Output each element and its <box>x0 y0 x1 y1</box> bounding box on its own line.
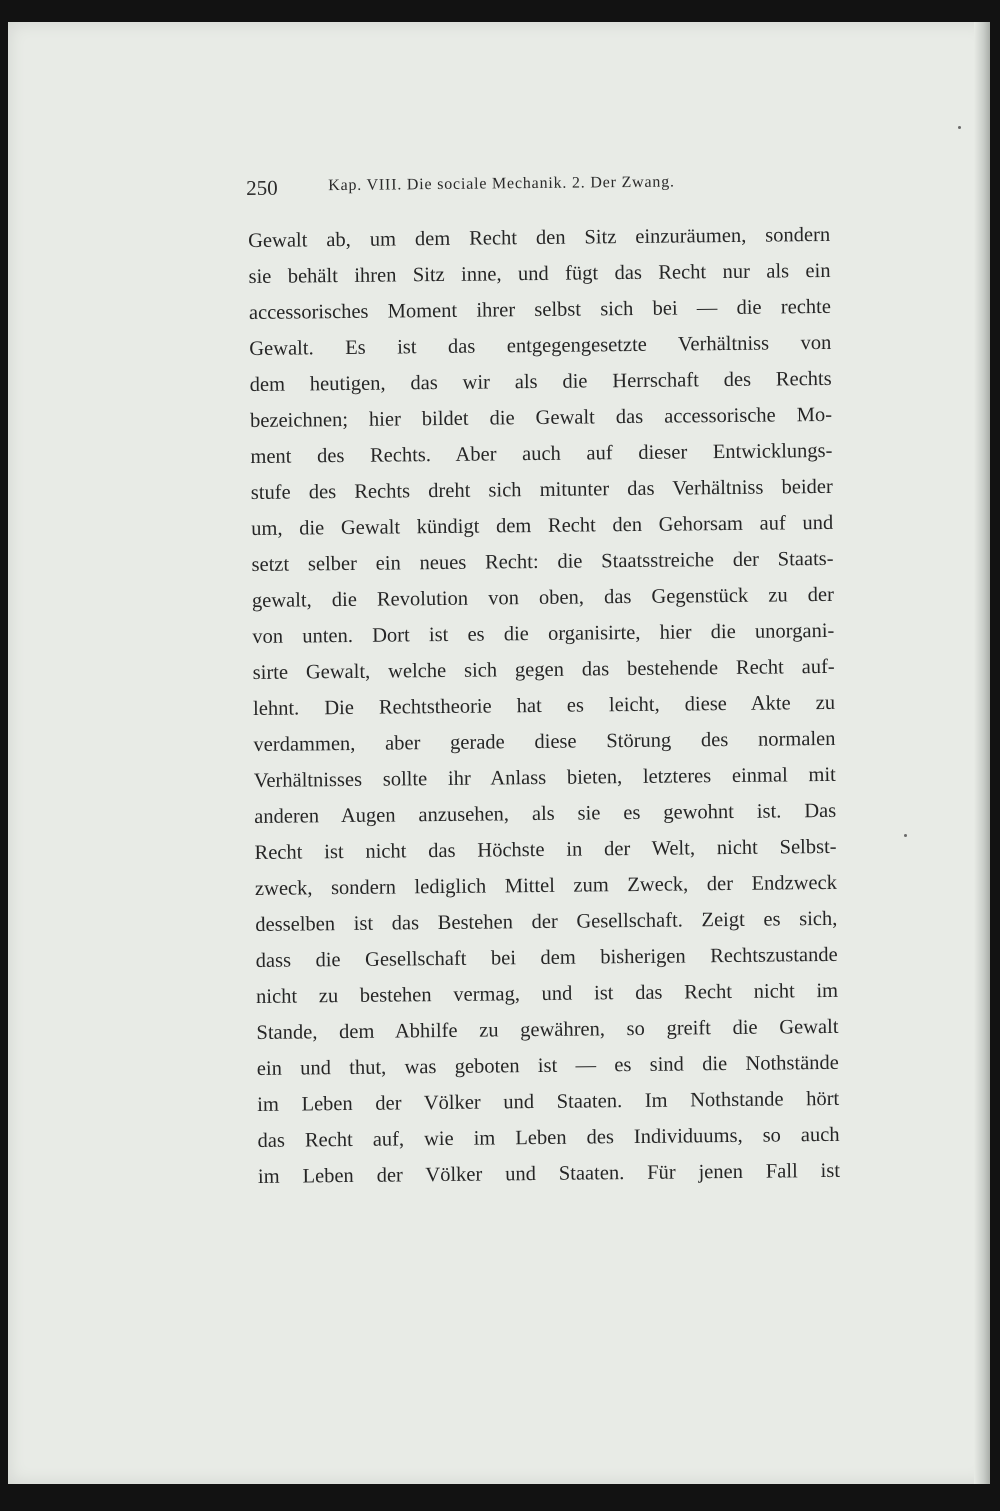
text-line: dem heutigen, das wir als die Herrschaft des Rechts <box>249 367 832 396</box>
text-line: Stande, dem Abhilfe zu gewähren, so greift die Gewalt <box>256 1015 839 1044</box>
text-line: anderen Augen anzusehen, als sie es gewohnt ist. Das <box>254 799 837 828</box>
text-line: setzt selber ein neues Recht: die Staatsstreiche der Staats- <box>251 547 834 576</box>
page-edge-shadow <box>974 22 990 1484</box>
text-line: gewalt, die Revolution von oben, das Gegenstück zu der <box>251 583 835 612</box>
text-line: nicht zu bestehen vermag, und ist das Recht nicht im <box>255 979 839 1008</box>
body-text <box>248 217 840 1195</box>
text-line: sie behält ihren Sitz inne, und fügt das Recht nur als ein <box>248 259 831 288</box>
text-line: accessorisches Moment ihrer selbst sich bei — die rechte <box>248 295 832 324</box>
text-line: das Recht auf, wie im Leben des Individuums, so auch <box>257 1123 840 1152</box>
text-line: im Leben der Völker und Staaten. Im Nothstande hört <box>257 1087 840 1116</box>
text-line: sirte Gewalt, welche sich gegen das bestehende Recht auf- <box>252 655 835 684</box>
page-number: 250 <box>246 175 278 200</box>
text-line: ment des Rechts. Aber auch auf dieser Entwicklungs- <box>250 439 833 468</box>
text-line: bezeichnen; hier bildet die Gewalt das accessorische Mo- <box>249 403 833 432</box>
paper-speck <box>958 126 961 129</box>
text-line: ein und thut, was geboten ist — es sind die Nothstände <box>256 1051 839 1080</box>
text-line: Gewalt ab, um dem Recht den Sitz einzuräumen, sondern <box>248 223 831 252</box>
text-line: von unten. Dort ist es die organisirte, hier die unorgani- <box>252 619 835 648</box>
text-line: im Leben der Völker und Staaten. Für jenen Fall ist <box>257 1159 841 1188</box>
text-line: stufe des Rechts dreht sich mitunter das Verhältniss beider <box>250 475 833 504</box>
text-line: Recht ist nicht das Höchste in der Welt, nicht Selbst- <box>254 835 837 864</box>
text-line: zweck, sondern lediglich Mittel zum Zweck, der Endzweck <box>254 871 838 900</box>
running-head: Kap. VIII. Die sociale Mechanik. 2. Der Zwang. <box>328 173 675 195</box>
paper-speck <box>904 834 907 837</box>
page-header <box>246 164 846 210</box>
text-line: desselben ist das Bestehen der Gesellschaft. Zeigt es sich, <box>255 907 838 936</box>
text-line: verdammen, aber gerade diese Störung des normalen <box>253 727 836 756</box>
text-line: um, die Gewalt kündigt dem Recht den Gehorsam auf und <box>251 511 834 540</box>
text-line: Verhältnisses sollte ihr Anlass bieten, letzteres einmal mit <box>253 763 836 792</box>
text-line: lehnt. Die Rechtstheorie hat es leicht, diese Akte zu <box>252 691 836 720</box>
text-line: Gewalt. Es ist das entgegengesetzte Verhältniss von <box>249 331 832 360</box>
text-line: dass die Gesellschaft bei dem bisherigen Rechtszustande <box>255 943 838 972</box>
